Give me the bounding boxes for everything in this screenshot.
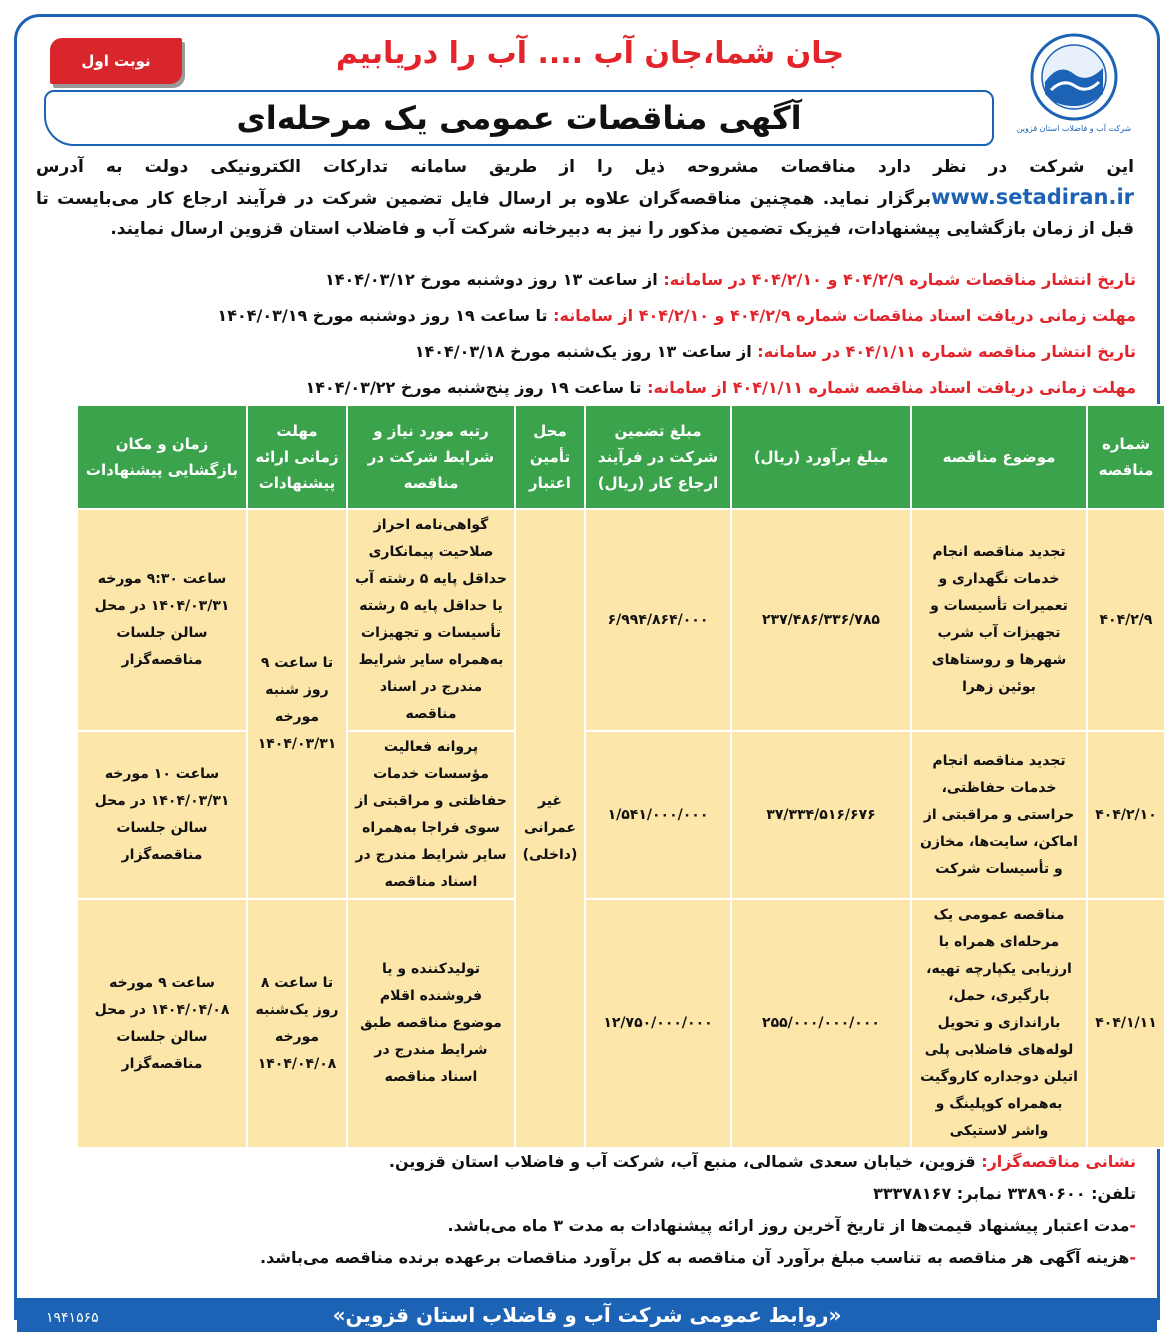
- cell-grade: تولیدکننده و یا فروشنده اقلام موضوع مناقصه طبق شرایط مندرج در اسناد مناقصه: [347, 899, 515, 1148]
- logo-caption: شرکت آب و فاضلاب استان قزوین: [1016, 124, 1132, 133]
- cell-opening: ساعت ۹ مورخه ۱۴۰۴/۰۴/۰۸ در محل سالن جلسات مناقصه‌گزار: [77, 899, 247, 1148]
- tenders-table: [76, 404, 1166, 1149]
- cell-number: ۴۰۴/۱/۱۱: [1087, 899, 1165, 1148]
- intro-text-1: این شرکت در نظر دارد مناقصات مشروحه ذیل را از طریق سامانه تدارکات الکترونیکی دولت به آدرس: [36, 157, 1134, 177]
- cell-estimate: ۲۳۷/۴۸۶/۳۳۶/۷۸۵: [731, 509, 911, 731]
- note-line: [40, 1242, 1136, 1274]
- address-line: [40, 1146, 1136, 1178]
- date-label: مهلت زمانی دریافت اسناد مناقصات شماره ۴۰۴/۲/۹ و ۴۰۴/۲/۱۰ از سامانه:: [553, 306, 1136, 325]
- note-text: مدت اعتبار پیشنهاد قیمت‌ها از تاریخ آخرین روز ارائه پیشنهادات به مدت ۳ ماه می‌باشد.: [447, 1216, 1130, 1235]
- cell-estimate: ۲۵۵/۰۰۰/۰۰۰/۰۰۰: [731, 899, 911, 1148]
- cell-deadline: تا ساعت ۸ روز یک‌شنبه مورخه ۱۴۰۴/۰۴/۰۸: [247, 899, 347, 1148]
- phone-line: تلفن: ۳۳۸۹۰۶۰۰ نمابر: ۳۳۳۷۸۱۶۷: [873, 1184, 1136, 1203]
- header-subject: موضوع مناقصه: [911, 405, 1087, 509]
- cell-deadline: تا ساعت ۹ روز شنبه مورخه ۱۴۰۴/۰۳/۳۱: [247, 509, 347, 899]
- setadiran-link[interactable]: www.setadiran.ir: [930, 185, 1134, 209]
- header-opening: زمان و مکان بازگشایی پیشنهادات: [77, 405, 247, 509]
- slogan: جان شما،جان آب .... آب را دریابیم: [335, 36, 845, 71]
- date-value: تا ساعت ۱۹ روز پنج‌شنبه مورخ ۱۴۰۴/۰۳/۲۲: [305, 378, 648, 397]
- date-label: مهلت زمانی دریافت اسناد مناقصه شماره ۴۰۴/۱/۱۱ از سامانه:: [647, 378, 1136, 397]
- date-value: از ساعت ۱۳ روز یک‌شنبه مورخ ۱۴۰۴/۰۳/۱۸: [414, 342, 758, 361]
- date-line: [30, 370, 1136, 406]
- public-relations-text: «روابط عمومی شرکت آب و فاضلاب استان قزوین»: [332, 1303, 842, 1327]
- cell-opening: ساعت ۹:۳۰ مورخه ۱۴۰۴/۰۳/۳۱ در محل سالن جلسات مناقصه‌گزار: [77, 509, 247, 731]
- note-line: [40, 1210, 1136, 1242]
- date-label: تاریخ انتشار مناقصه شماره ۴۰۴/۱/۱۱ در سامانه:: [757, 342, 1136, 361]
- note-dash: -: [1129, 1248, 1136, 1267]
- company-logo: [1014, 32, 1134, 162]
- date-line: [30, 298, 1136, 334]
- header-number: شماره مناقصه: [1087, 405, 1165, 509]
- serial-number: ۱۹۴۱۵۶۵: [46, 1310, 99, 1326]
- header-deadline: مهلت زمانی ارائه پیشنهادات: [247, 405, 347, 509]
- date-line: [30, 262, 1136, 298]
- table-row: [77, 899, 1165, 1148]
- page-title: آگهی مناقصات عمومی یک مرحله‌ای: [44, 90, 994, 146]
- address-text: قزوین، خیابان سعدی شمالی، منبع آب، شرکت آب و فاضلاب استان قزوین.: [388, 1152, 982, 1171]
- date-line: [30, 334, 1136, 370]
- note-text: هزینه آگهی هر مناقصه به تناسب مبلغ برآورد آن مناقصه به کل برآورد مناقصات برعهده برنده مناقصه می‌باشد.: [259, 1248, 1130, 1267]
- cell-estimate: ۳۷/۳۳۴/۵۱۶/۶۷۶: [731, 731, 911, 899]
- footer-section: [40, 1146, 1136, 1274]
- table-row: [77, 509, 1165, 731]
- header-funding: محل تأمین اعتبار: [515, 405, 585, 509]
- cell-number: ۴۰۴/۲/۹: [1087, 509, 1165, 731]
- cell-opening: ساعت ۱۰ مورخه ۱۴۰۴/۰۳/۳۱ در محل سالن جلسات مناقصه‌گزار: [77, 731, 247, 899]
- date-value: تا ساعت ۱۹ روز دوشنبه مورخ ۱۴۰۴/۰۳/۱۹: [217, 306, 554, 325]
- date-label: تاریخ انتشار مناقصات شماره ۴۰۴/۲/۹ و ۴۰۴/۲/۱۰ در سامانه:: [663, 270, 1136, 289]
- public-relations-bar: [17, 1298, 1157, 1332]
- cell-guarantee: ۱/۵۴۱/۰۰۰/۰۰۰: [585, 731, 731, 899]
- dates-section: [30, 262, 1136, 406]
- cell-guarantee: ۶/۹۹۴/۸۶۴/۰۰۰: [585, 509, 731, 731]
- address-label: نشانی مناقصه‌گزار:: [981, 1152, 1136, 1171]
- header-estimate: مبلغ برآورد (ریال): [731, 405, 911, 509]
- table-row: [77, 731, 1165, 899]
- table-header-row: [77, 405, 1165, 509]
- cell-subject: مناقصه عمومی یک مرحله‌ای همراه با ارزیابی یکپارچه تهیه، بارگیری، حمل، باراندازی و تحویل لوله‌های فاضلابی پلی اتیلن دوجداره کاروگیت به‌همراه کوپلینگ و واشر لاستیکی: [911, 899, 1087, 1148]
- cell-guarantee: ۱۲/۷۵۰/۰۰۰/۰۰۰: [585, 899, 731, 1148]
- date-value: از ساعت ۱۳ روز دوشنبه مورخ ۱۴۰۴/۰۳/۱۲: [324, 270, 664, 289]
- intro-text-2: برگزار نماید. همچنین مناقصه‌گران علاوه بر ارسال فایل تضمین شرکت در فرآیند ارجاع کار می‌بایست تا قبل از زمان بازگشایی پیشنهادات، فیزیک تضمین مذکور را نیز به دبیرخانه شرکت آب و فاضلاب استان قزوین ارسال نمایند.: [36, 189, 1134, 239]
- note-dash: -: [1129, 1216, 1136, 1235]
- header-grade: رتبه مورد نیاز و شرایط شرکت در مناقصه: [347, 405, 515, 509]
- cell-funding: غیر عمرانی (داخلی): [515, 509, 585, 1148]
- first-publication-badge: نوبت اول: [50, 38, 182, 84]
- cell-grade: پروانه فعالیت مؤسسات خدمات حفاظتی و مراقبتی از سوی فراجا به‌همراه سایر شرایط مندرج در اسناد مناقصه: [347, 731, 515, 899]
- header-guarantee: مبلغ تضمین شرکت در فرآیند ارجاع کار (ریال): [585, 405, 731, 509]
- cell-grade: گواهی‌نامه احراز صلاحیت پیمانکاری حداقل پایه ۵ رشته آب یا حداقل پایه ۵ رشته تأسیسات و تجهیزات به‌همراه سایر شرایط مندرج در اسناد مناقصه: [347, 509, 515, 731]
- cell-number: ۴۰۴/۲/۱۰: [1087, 731, 1165, 899]
- intro-paragraph: [36, 152, 1134, 244]
- cell-subject: تجدید مناقصه انجام خدمات نگهداری و تعمیرات تأسیسات و تجهیزات آب شرب شهرها و روستاهای بوئین زهرا: [911, 509, 1087, 731]
- cell-subject: تجدید مناقصه انجام خدمات حفاظتی، حراستی و مراقبتی از اماکن، سایت‌ها، مخازن و تأسیسات شرکت: [911, 731, 1087, 899]
- water-wave-logo-icon: [1029, 32, 1119, 122]
